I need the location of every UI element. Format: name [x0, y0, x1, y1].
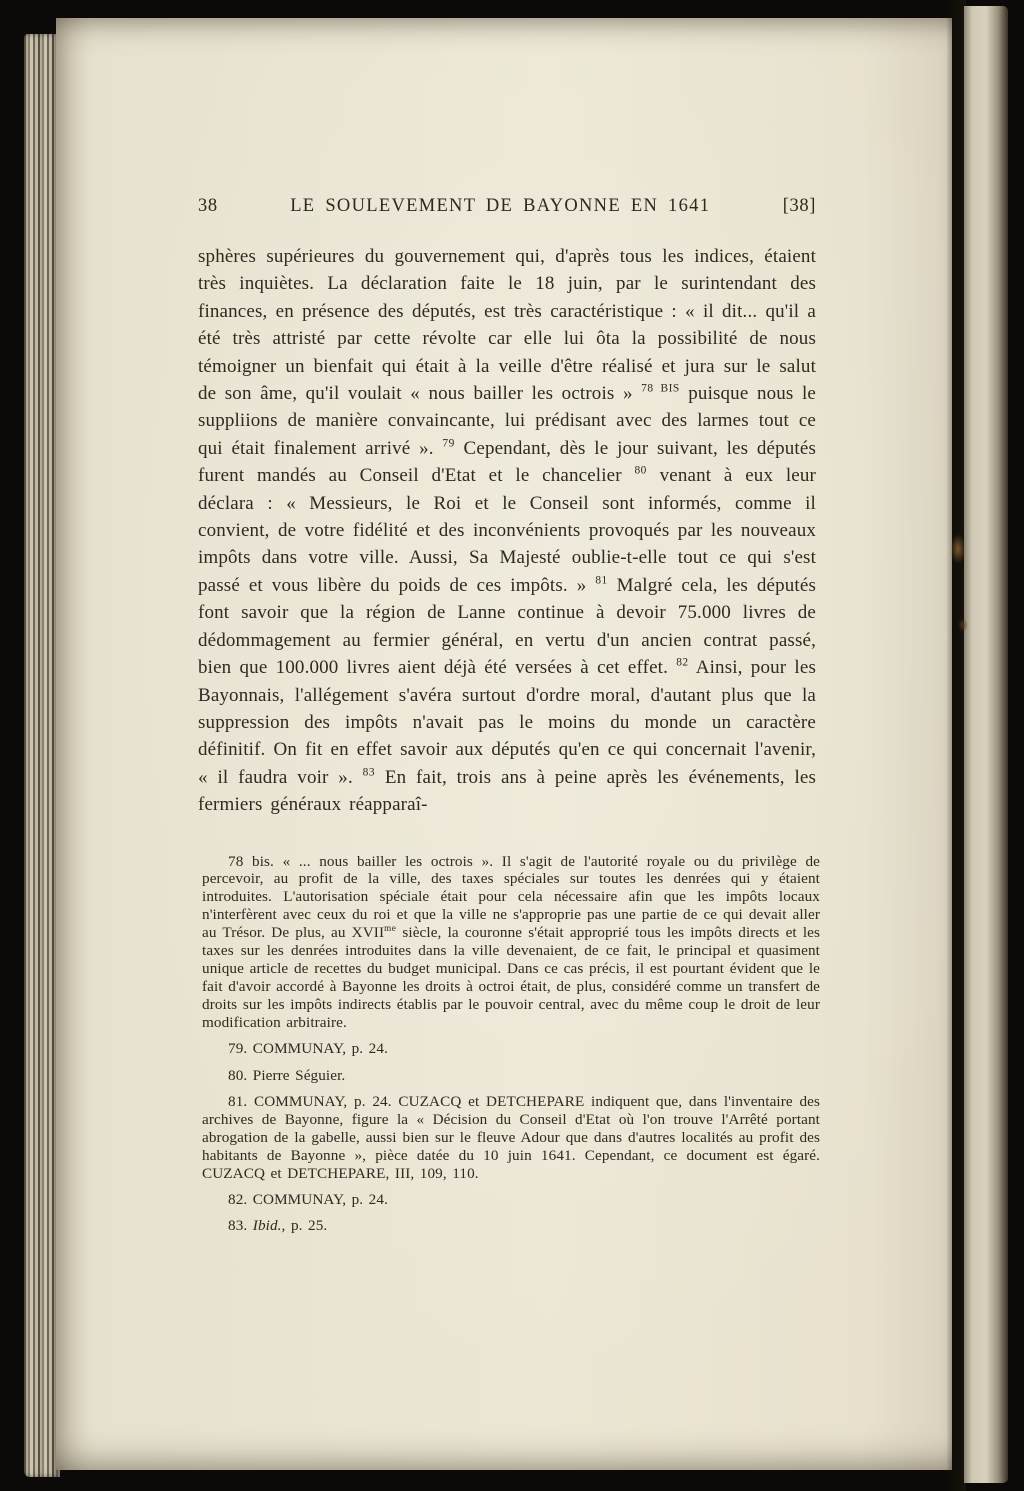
- footnote: 79. COMMUNAY, p. 24.: [228, 1040, 388, 1058]
- footnotes: [202, 853, 820, 1236]
- page-number-left: 38: [198, 196, 218, 216]
- footnote: 83. Ibid., p. 25.: [228, 1217, 328, 1235]
- page-edge-stack: [24, 34, 60, 1477]
- foxing-spot: [950, 534, 966, 564]
- page-number-right: [38]: [782, 196, 816, 216]
- footnote: 80. Pierre Séguier.: [228, 1066, 346, 1084]
- adjacent-page-edge: [964, 6, 1008, 1483]
- gutter-shadow: [946, 0, 966, 1491]
- footnote: 78 bis. « ... nous bailler les octrois ». Il s'agit de l'autorité royale ou du privilège de percevoir, au profit de la ville, des taxes spéciales sur toutes les denrées qui y étaient introduites. L'autorisation spéciale était pour cela nécessaire afin que les impôts locaux n'interfèrent avec ceux du roi et que la ville ne s'approprie pas une partie de ce qui devait aller au Trésor. De plus, au $XVII^{me}$ siècle, la couronne s'était approprié tous les impôts directs et les taxes sur les denrées introduites dans la ville devenaient, de ce fait, le principal et quasiment unique article de recettes du budget municipal. Dans ce cas précis, il est pourtant évident que le fait d'avoir accordé à Bayonne les droits à octroi était, de plus, considéré comme un transfert de droits sur les impôts indirects établis par le pouvoir central, avec du même coup le droit de leur modification arbitraire.: [202, 852, 821, 1031]
- body-text: sphères supérieures du gouvernement qui, d'après tous les indices, étaient très inquiètes. La déclaration faite le 18 juin, par le surintendant des finances, en présence des députés, est très caractéristique : « il dit... qu'il a été très attristé par cette révolte car elle lui ôta la possibilité de nous témoigner un bienfait qui était à la veille d'être réalisé et jura sur le salut de son âme, qu'il voulait « nous bailler les octrois » $^{78 BIS}$ puisque nous le suppliions de manière convaincante, lui prédisant avec des larmes tout ce qui était finalement arrivé ». $^{79}$ Cependant, dès le jour suivant, les députés furent mandés au Conseil d'Etat et le chancelier $^{80}$ venant à eux leur déclara : « Messieurs, le Roi et le Conseil sont informés, comme il convient, de votre fidélité et des inconvénients provoqués par les nouveaux impôts dans votre ville. Aussi, Sa Majesté oublie-t-elle tout ce qui s'est passé et vous libère du poids de ces impôts. » $^{81}$ Malgré cela, les députés font savoir que la région de Lanne continue à devoir 75.000 livres de dédommagement au fermier général, en vertu d'un ancien contrat passé, bien que 100.000 livres aient déjà été versées à cet effet. $^{82}$ Ainsi, pour les Bayonnais, l'allégement s'avéra surtout d'ordre moral, d'autant plus que la suppression des impôts n'avait pas le moins du monde un caractère définitif. On fit en effet savoir aux députés qu'en ce qui concernait l'avenir, « il faudra voir ». $^{83}$ En fait, trois ans à peine après les événements, les fermiers généraux réapparaî-: [198, 246, 817, 816]
- foxing-spot-small: [958, 618, 968, 632]
- running-header: [198, 196, 816, 217]
- running-title: LE SOULEVEMENT DE BAYONNE EN 1641: [290, 196, 711, 216]
- footnote: 82. COMMUNAY, p. 24.: [228, 1190, 388, 1208]
- footnote: 81. COMMUNAY, p. 24. CUZACQ et DETCHEPARE indiquent que, dans l'inventaire des archives de Bayonne, figure la « Décision du Conseil d'Etat où l'on trouve l'Arrêté portant abrogation de la gabelle, aussi bien sur le fleuve Adour que dans d'autres localités au profit des habitants de Bayonne », pièce datée du 10 juin 1641. Cependant, ce document est égaré. CUZACQ et DETCHEPARE, III, 109, 110.: [202, 1092, 820, 1182]
- book-page: [56, 18, 952, 1470]
